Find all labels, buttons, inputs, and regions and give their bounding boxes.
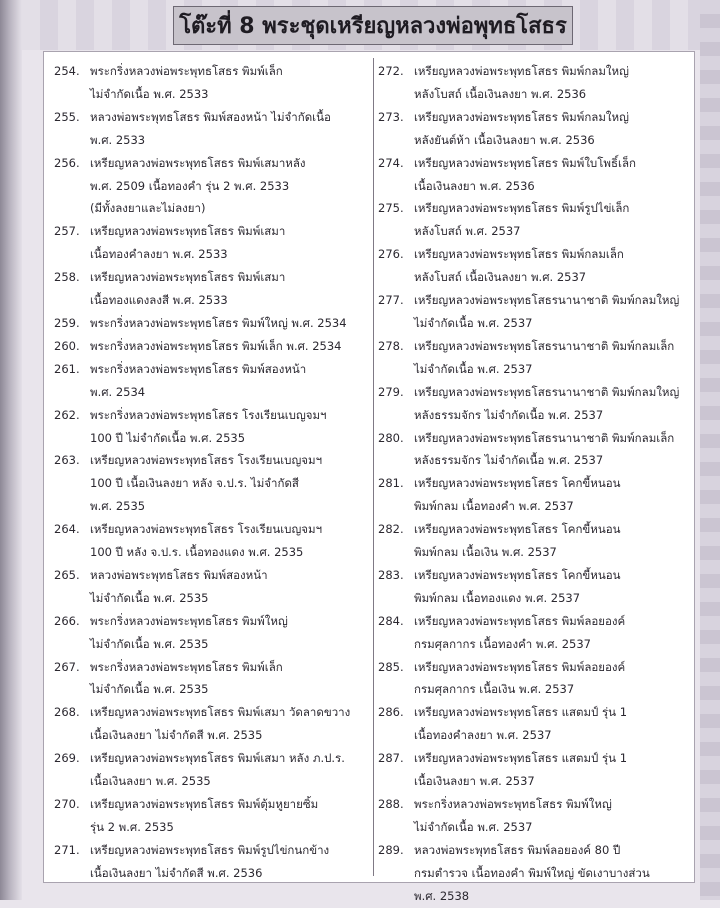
entry-number: 288. (378, 797, 404, 811)
entry-description (90, 793, 366, 839)
catalog-entry (54, 564, 366, 610)
entry-text-line: พ.ศ. 2534 (90, 384, 146, 399)
entry-number: 262. (54, 407, 80, 422)
right-column-list (378, 60, 688, 908)
entry-description (414, 243, 688, 289)
entry-description (414, 747, 688, 793)
entry-number: 263. (54, 453, 80, 468)
entry-number: 272. (378, 64, 404, 78)
catalog-entry (54, 610, 366, 656)
entry-text-line: พระกริ่งหลวงพ่อพระพุทธโสธร พิมพ์ใหญ่ (414, 797, 612, 811)
catalog-entry (54, 793, 366, 839)
entry-text-line: พ.ศ. 2509 เนื้อทองคำ รุ่น 2 พ.ศ. 2533 (90, 178, 290, 193)
entry-text-line: ไม่จำกัดเนื้อ พ.ศ. 2533 (90, 86, 209, 101)
entry-description (90, 564, 366, 610)
entry-description (90, 358, 366, 404)
entry-text-line: เหรียญหลวงพ่อพระพุทธโสธร พิมพ์กลมใหญ่ (414, 109, 629, 124)
entry-description (414, 518, 688, 564)
entry-text-line: เหรียญหลวงพ่อพระพุทธโสธร พิมพ์กลมเล็ก (414, 247, 624, 262)
catalog-entry (54, 106, 366, 152)
entry-text-line: พระกริ่งหลวงพ่อพระพุทธโสธร พิมพ์สองหน้า (90, 361, 307, 376)
entry-description (414, 152, 688, 198)
entry-description (90, 266, 366, 312)
entry-text-line: หลังโบสถ์ เนื้อเงินลงยา พ.ศ. 2537 (414, 270, 587, 285)
page-edge-pattern (700, 0, 720, 900)
entry-text-line: เนื้อเงินลงยา พ.ศ. 2535 (90, 774, 211, 789)
entry-number: 256. (54, 155, 80, 170)
entry-number: 255. (54, 109, 80, 124)
entry-description (414, 289, 688, 335)
entry-text-line: หลังธรรมจักร ไม่จำกัดเนื้อ พ.ศ. 2537 (414, 407, 604, 422)
entry-text-line: หลวงพ่อพระพุทธโสธร พิมพ์สองหน้า ไม่จำกัดเนื้อ (90, 109, 331, 124)
entry-text-line: 100 ปี หลัง จ.ป.ร. เนื้อทองแดง พ.ศ. 2535 (90, 545, 304, 560)
entry-number: 259. (54, 315, 80, 330)
entry-text-line: เนื้อทองแดงลงสี พ.ศ. 2533 (90, 293, 228, 308)
entry-text-line: เหรียญหลวงพ่อพระพุทธโสธร พิมพ์เสมา (90, 224, 286, 239)
catalog-entry (378, 106, 688, 152)
entry-number: 279. (378, 384, 404, 399)
entry-text-line: หลังยันต์ห้า เนื้อเงินลงยา พ.ศ. 2536 (414, 132, 595, 147)
entry-text-line: เนื้อเงินลงยา ไม่จำกัดสี พ.ศ. 2536 (90, 865, 263, 880)
entry-description (414, 60, 688, 106)
entry-text-line: หลังโบสถ์ เนื้อเงินลงยา พ.ศ. 2536 (414, 86, 587, 101)
entry-number: 286. (378, 705, 404, 720)
entry-text-line: กรมศุลกากร เนื้อเงิน พ.ศ. 2537 (414, 682, 575, 697)
catalog-entry (378, 747, 688, 793)
entry-text-line: ไม่จำกัดเนื้อ พ.ศ. 2537 (414, 315, 533, 330)
entry-text-line: เนื้อทองคำลงยา พ.ศ. 2537 (414, 728, 552, 743)
entry-text-line: เหรียญหลวงพ่อพระพุทธโสธร พิมพ์รูปไข่เล็ก (414, 201, 630, 216)
entry-description (414, 197, 688, 243)
catalog-entry (54, 266, 366, 312)
entry-text-line: เหรียญหลวงพ่อพระพุทธโสธร พิมพ์ลอยองค์ (414, 613, 626, 628)
catalog-entry (54, 220, 366, 266)
catalog-entry (54, 312, 366, 335)
entry-description (90, 518, 366, 564)
entry-description (90, 220, 366, 266)
catalog-entry (378, 289, 688, 335)
page-title: โต๊ะที่ 8 พระชุดเหรียญหลวงพ่อพุทธโสธร (179, 14, 567, 39)
catalog-entry (54, 152, 366, 221)
entry-text-line: ไม่จำกัดเนื้อ พ.ศ. 2537 (414, 361, 533, 376)
entry-description (414, 381, 688, 427)
title-banner (173, 6, 573, 45)
catalog-entry (378, 335, 688, 381)
entry-text-line: ไม่จำกัดเนื้อ พ.ศ. 2535 (90, 682, 209, 697)
entry-text-line: หลังธรรมจักร ไม่จำกัดเนื้อ พ.ศ. 2537 (414, 453, 604, 468)
entry-text-line: หลวงพ่อพระพุทธโสธร พิมพ์ลอยองค์ 80 ปี (414, 842, 621, 857)
entry-number: 284. (378, 613, 404, 628)
entry-number: 265. (54, 567, 80, 582)
catalog-entry (378, 656, 688, 702)
entry-description (414, 427, 688, 473)
entry-text-line: เหรียญหลวงพ่อพระพุทธโสธร โคกขี้หนอน (414, 522, 621, 537)
catalog-entry (54, 656, 366, 702)
entry-text-line: ไม่จำกัดเนื้อ พ.ศ. 2537 (414, 819, 533, 834)
entry-number: 276. (378, 247, 404, 262)
catalog-entry (378, 381, 688, 427)
catalog-entry (378, 793, 688, 839)
entry-text-line: พระกริ่งหลวงพ่อพระพุทธโสธร พิมพ์ใหญ่ พ.ศ. 2534 (90, 315, 347, 330)
entry-number: 257. (54, 224, 80, 239)
entry-description (90, 312, 366, 335)
entry-text-line: เหรียญหลวงพ่อพระพุทธโสธร พิมพ์รูปไข่กนกข้าง (90, 842, 330, 857)
entry-text-line: เนื้อเงินลงยา ไม่จำกัดสี พ.ศ. 2535 (90, 728, 263, 743)
catalog-entry (378, 197, 688, 243)
entry-text-line: เหรียญหลวงพ่อพระพุทธโสธรนานาชาติ พิมพ์กลมเล็ก (414, 338, 675, 353)
entry-number: 254. (54, 64, 80, 78)
entry-text-line: เนื้อทองคำลงยา พ.ศ. 2533 (90, 247, 228, 262)
entry-description (414, 564, 688, 610)
entry-description (90, 152, 366, 221)
entry-description (90, 610, 366, 656)
entry-text-line: กรมศุลกากร เนื้อทองคำ พ.ศ. 2537 (414, 636, 592, 651)
entry-description (90, 747, 366, 793)
catalog-entry (378, 564, 688, 610)
entry-description (90, 404, 366, 450)
entry-text-line: 100 ปี ไม่จำกัดเนื้อ พ.ศ. 2535 (90, 430, 246, 445)
entry-number: 287. (378, 751, 404, 766)
entry-text-line: เหรียญหลวงพ่อพระพุทธโสธรนานาชาติ พิมพ์กลมเล็ก (414, 430, 675, 445)
entry-text-line: เหรียญหลวงพ่อพระพุทธโสธร พิมพ์เสมาหลัง (90, 155, 306, 170)
entry-text-line: เหรียญหลวงพ่อพระพุทธโสธร โรงเรียนเบญจมฯ (90, 453, 323, 468)
entry-text-line: เหรียญหลวงพ่อพระพุทธโสธร พิมพ์กลมใหญ่ (414, 64, 629, 78)
entry-number: 289. (378, 842, 404, 857)
entry-number: 274. (378, 155, 404, 170)
catalog-entry (54, 701, 366, 747)
entry-text-line: เหรียญหลวงพ่อพระพุทธโสธร พิมพ์เสมา วัดลาดขวาง (90, 705, 351, 720)
entry-text-line: เนื้อเงินลงยา พ.ศ. 2537 (414, 774, 535, 789)
entry-description (90, 701, 366, 747)
entry-number: 264. (54, 522, 80, 537)
entry-number: 282. (378, 522, 404, 537)
catalog-entry (54, 747, 366, 793)
entry-text-line: พระกริ่งหลวงพ่อพระพุทธโสธร พิมพ์เล็ก (90, 64, 283, 78)
catalog-entry (54, 518, 366, 564)
entry-number: 280. (378, 430, 404, 445)
entry-number: 258. (54, 270, 80, 285)
entry-text-line: เหรียญหลวงพ่อพระพุทธโสธร พิมพ์ใบโพธิ์เล็ก (414, 155, 636, 170)
entry-number: 283. (378, 567, 404, 582)
entry-text-line: พระกริ่งหลวงพ่อพระพุทธโสธร พิมพ์ใหญ่ (90, 613, 288, 628)
column-divider (373, 58, 374, 876)
entry-number: 268. (54, 705, 80, 720)
entry-text-line: เนื้อเงินลงยา พ.ศ. 2536 (414, 178, 535, 193)
entry-text-line: เหรียญหลวงพ่อพระพุทธโสธร พิมพ์ลอยองค์ (414, 659, 626, 674)
entry-text-line: พระกริ่งหลวงพ่อพระพุทธโสธร โรงเรียนเบญจมฯ (90, 407, 327, 422)
entry-description (90, 335, 366, 358)
catalog-entry (54, 335, 366, 358)
entry-text-line: กรมตำรวจ เนื้อทองคำ พิมพ์ใหญ่ ขัดเงาบางส่วน (414, 865, 650, 880)
catalog-panel (43, 51, 695, 903)
entry-text-line: 100 ปี เนื้อเงินลงยา หลัง จ.ป.ร. ไม่จำกัดสี (90, 476, 299, 491)
entry-text-line: เหรียญหลวงพ่อพระพุทธโสธรนานาชาติ พิมพ์กลมใหญ่ (414, 384, 680, 399)
entry-number: 271. (54, 842, 80, 857)
entry-description (414, 839, 688, 908)
left-column-list (54, 60, 366, 885)
entry-text-line: พิมพ์กลม เนื้อทองคำ พ.ศ. 2537 (414, 499, 574, 514)
entry-text-line: รุ่น 2 พ.ศ. 2535 (90, 819, 174, 834)
entry-number: 267. (54, 659, 80, 674)
entry-text-line: เหรียญหลวงพ่อพระพุทธโสธร โคกขี้หนอน (414, 476, 621, 491)
entry-number: 277. (378, 293, 404, 308)
catalog-entry (378, 152, 688, 198)
entry-text-line: เหรียญหลวงพ่อพระพุทธโสธร แสตมป์ รุ่น 1 (414, 751, 628, 766)
entry-description (414, 335, 688, 381)
entry-description (90, 449, 366, 518)
entry-number: 275. (378, 201, 404, 216)
entry-number: 285. (378, 659, 404, 674)
entry-text-line: เหรียญหลวงพ่อพระพุทธโสธร พิมพ์ตุ้มหูยายซิ้ม (90, 797, 319, 811)
entry-description (90, 839, 366, 885)
catalog-entry (54, 404, 366, 450)
catalog-entry (378, 610, 688, 656)
entry-number: 261. (54, 361, 80, 376)
entry-text-line: พระกริ่งหลวงพ่อพระพุทธโสธร พิมพ์เล็ก (90, 659, 283, 674)
entry-description (414, 793, 688, 839)
entry-description (414, 656, 688, 702)
entry-number: 266. (54, 613, 80, 628)
entry-description (90, 106, 366, 152)
entry-description (414, 610, 688, 656)
entry-number: 260. (54, 338, 80, 353)
entry-text-line: เหรียญหลวงพ่อพระพุทธโสธร โคกขี้หนอน (414, 567, 621, 582)
catalog-entry (378, 518, 688, 564)
entry-number: 273. (378, 109, 404, 124)
catalog-entry (378, 243, 688, 289)
entry-text-line: พ.ศ. 2538 (414, 888, 470, 903)
entry-number: 269. (54, 751, 80, 766)
catalog-entry (54, 60, 366, 106)
catalog-entry (54, 839, 366, 885)
catalog-entry (54, 449, 366, 518)
catalog-entry (378, 472, 688, 518)
entry-text-line: เหรียญหลวงพ่อพระพุทธโสธร พิมพ์เสมา (90, 270, 286, 285)
catalog-entry (54, 358, 366, 404)
entry-text-line: พิมพ์กลม เนื้อทองแดง พ.ศ. 2537 (414, 590, 581, 605)
entry-text-line: ไม่จำกัดเนื้อ พ.ศ. 2535 (90, 636, 209, 651)
entry-number: 270. (54, 797, 80, 811)
catalog-entry (378, 60, 688, 106)
entry-description (414, 701, 688, 747)
entry-text-line: พ.ศ. 2535 (90, 499, 146, 514)
entry-text-line: เหรียญหลวงพ่อพระพุทธโสธร แสตมป์ รุ่น 1 (414, 705, 628, 720)
entry-text-line: เหรียญหลวงพ่อพระพุทธโสธร พิมพ์เสมา หลัง ภ.ป.ร. (90, 751, 345, 766)
entry-description (414, 106, 688, 152)
entry-text-line: พระกริ่งหลวงพ่อพระพุทธโสธร พิมพ์เล็ก พ.ศ. 2534 (90, 338, 342, 353)
entry-text-line: พิมพ์กลม เนื้อเงิน พ.ศ. 2537 (414, 545, 557, 560)
entry-number: 278. (378, 338, 404, 353)
entry-text-line: หลวงพ่อพระพุทธโสธร พิมพ์สองหน้า (90, 567, 268, 582)
entry-number: 281. (378, 476, 404, 491)
entry-description (414, 472, 688, 518)
book-spine-shadow (0, 0, 22, 900)
catalog-entry (378, 427, 688, 473)
entry-text-line: พ.ศ. 2533 (90, 132, 146, 147)
entry-text-line: ไม่จำกัดเนื้อ พ.ศ. 2535 (90, 590, 209, 605)
entry-description (90, 656, 366, 702)
catalog-entry (378, 701, 688, 747)
catalog-entry (378, 839, 688, 908)
entry-text-line: หลังโบสถ์ พ.ศ. 2537 (414, 224, 521, 239)
entry-text-line: เหรียญหลวงพ่อพระพุทธโสธรนานาชาติ พิมพ์กลมใหญ่ (414, 293, 680, 308)
entry-text-line: (มีทั้งลงยาและไม่ลงยา) (90, 201, 206, 216)
entry-description (90, 60, 366, 106)
entry-text-line: เหรียญหลวงพ่อพระพุทธโสธร โรงเรียนเบญจมฯ (90, 522, 323, 537)
